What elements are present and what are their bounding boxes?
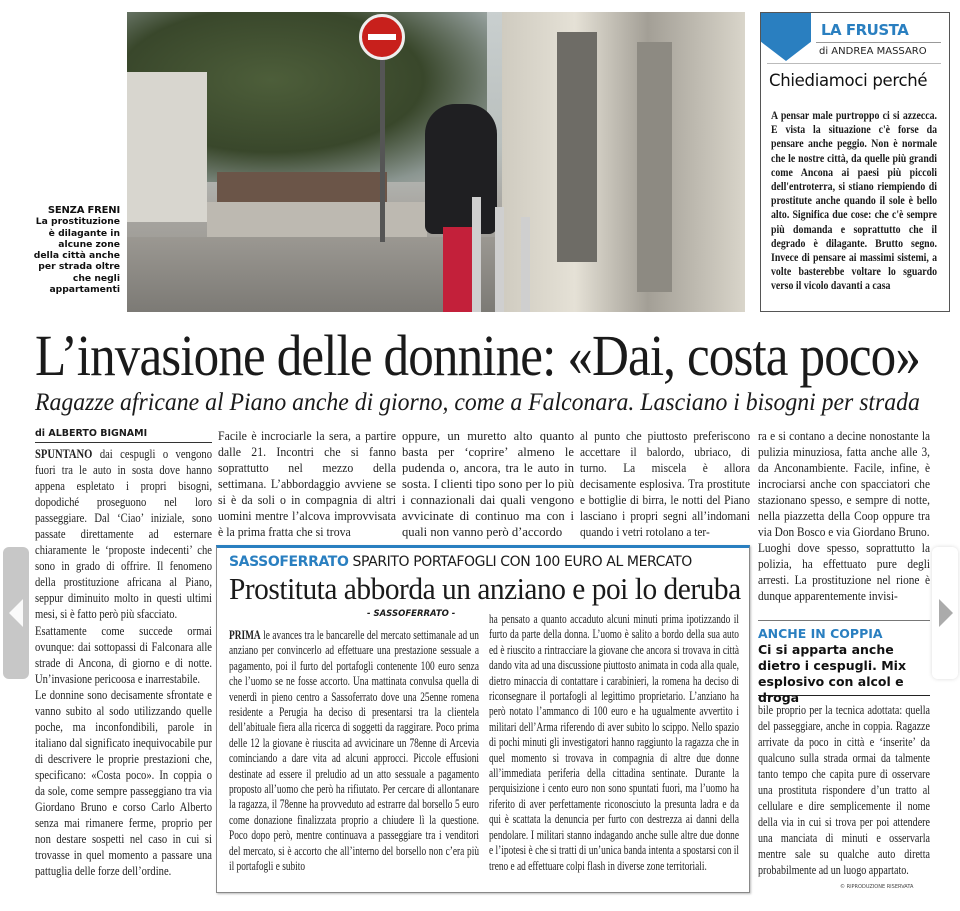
dateline: - SASSOFERRATO - bbox=[367, 609, 456, 619]
article-column-5 bbox=[758, 428, 930, 605]
divider bbox=[758, 620, 930, 621]
opinion-sidebar bbox=[760, 12, 950, 312]
next-page-button[interactable] bbox=[932, 547, 958, 679]
pullquote-text: Ci si apparta anche dietro i cespugli. Mix esplosivo con alcol e droga bbox=[758, 642, 907, 705]
column-author: di ANDREA MASSARO bbox=[819, 46, 927, 57]
copyright: © RIPRODUZIONE RISERVATA bbox=[840, 884, 914, 890]
box-headline: Prostituta abborda un anziano e poi lo deruba bbox=[229, 571, 741, 606]
article-column-5-continued: bile proprio per la tecnica adottata: quella del passeggiare, anche in coppia. Ragazze arrivate da poco in città e ‘inserite’ da qualcuno sulla strada ormai da talmente tanto tempo che capita pure di osservare una prostituta rispondere d’un tratto al cellulare e dire semplicemente il nome della via in cui si trova per poi attendere una manciata di minuti e osservarla mentre sale su qualche auto diretta probabilmente ad un luogo appartato. bbox=[758, 703, 930, 878]
subheadline: Ragazze africane al Piano anche di giorno, come a Falconara. Lasciano i bisogni per strada bbox=[35, 389, 920, 416]
previous-page-button[interactable] bbox=[3, 547, 29, 679]
shop-front bbox=[127, 72, 207, 222]
la-frusta-logo bbox=[761, 13, 811, 61]
column-text: A pensar male purtroppo ci si azzecca. E vista la situazione c'è forse da pensare anche peggio. Non è normale che le nostre città, da quelle più grandi come Ancona ai paesi più piccoli dell'entroterra, si stiano riempiendo di prostitute anche quando il sole è bello alto. Significa due cose: che c'è sempre più domanda e soprattutto che il degrado è dilagante. Brutto segno. Invece di pensare ai massimi sistemi, a volte basterebbe voltare lo sguardo verso il vicolo davanti a casa bbox=[771, 108, 937, 293]
no-entry-sign bbox=[359, 14, 405, 60]
pullquote-kicker: ANCHE IN COPPIA bbox=[758, 626, 883, 641]
paragraph: Le donnine sono decisamente sfrontate e vanno subito al sodo utilizzando quelle poche, ma inconfondibili, parole in italiano dal significato inequivocabile pur di descrivere le proprie prestazioni che, specificano: «Costa poco». In coppia o da sole, come sempre passeggiano tra via Giordano Bruno e corso Carlo Alberto senza mai rimanere ferme, proprio per non destare sospetti nel caso in cui si trovasse in quel momento a passare una pattuglia delle forze dell’ordine. bbox=[35, 687, 212, 879]
planter-wall bbox=[207, 202, 427, 237]
lead-word: SPUNTANO bbox=[35, 447, 93, 461]
bollard bbox=[521, 217, 530, 312]
divider bbox=[758, 695, 930, 696]
woman-figure bbox=[425, 104, 497, 234]
paragraph: Luoghi dove spesso, soprattutto la polizia, ha effettuato pure degli arresti. La prostituzione nel rione è dunque apparentemente invisi- bbox=[758, 541, 930, 604]
sign-pole bbox=[380, 52, 385, 242]
paragraph: Esattamente come succede ormai ovunque: dai sottopassi di Falconara alle strade di Ancona, di giorno e di notte. Un’invasione pericoosa e inarrestabile. bbox=[35, 623, 212, 686]
bollard bbox=[472, 197, 481, 312]
byline: di ALBERTO BIGNAMI bbox=[35, 428, 212, 443]
red-pants bbox=[443, 227, 475, 312]
chevron-left-icon bbox=[9, 599, 23, 627]
door bbox=[637, 42, 672, 292]
paragraph: dai cespugli o vengono fuori tra le auto in sosta dove hanno appena espletato i propri bisogni, dopodiché proseguono nel loro passeggiare. Dal ‘Ciao’ iniziale, sono passate direttamente ad esternare chiaramente le ‘proposte indecenti’ che sono in grado di offrire. Il fenomeno della prostituzione africana al Piano, seppur diminuito molto in questi ultimi mesi, si è fatto però più sfacciato. bbox=[35, 447, 212, 622]
paragraph: ra e si contano a decine nonostante la pulizia minuziosa, fatta anche alle 3, da Anconambiente. Facile, infine, è incrociarsi anche con spacciatori che stazionano spesso, e sempre di notte, nella piazzetta della Coop oppure tra via Don Bosco e via Giordano Bruno. bbox=[758, 429, 930, 540]
chevron-right-icon bbox=[939, 599, 953, 627]
box-column-1 bbox=[229, 628, 479, 875]
kicker-text: SPARITO PORTAFOGLI CON 100 EURO AL MERCATO bbox=[348, 554, 692, 570]
photo-caption bbox=[30, 205, 120, 295]
box-column-2: ha pensato a quanto accaduto alcuni minuti prima ipotizzando il furto da parte della donna. L’uomo è salito a bordo della sua auto ed è riuscito a rintracciare la giovane che ancora si trovava in città dando vita ad una discussione piuttosto animata in coda alla quale, dietro minaccia di contattare i carabinieri, la romena ha deciso di riconsegnare il portafogli al legittimo proprietario. L’anziano ha però notato l’ammanco di 100 euro e ha ugualmente avvertito i militari dell’Arma riferendo di aver subito lo scippo. Nello spazio di pochi minuti gli investigatori hanno raggiunto la ragazza che in quel momento si trovava in compagnia di altre due donne all’immediata periferia della cittadina sentinate. Durante la perquisizione i cento euro non sono spuntati fuori, ma l’uomo ha riferito di aver perfettamente riconosciuto la presunta ladra e da qui è scattata la denuncia per furto con destrezza ai danni della pendolare. I militari stanno indagando anche sulle altre due donne e l’ipotesi è che si tratti di un’unica banda intenta a spostarsi con il treno e ad effettuare colpi flash in diverse zone territoriali. bbox=[489, 612, 739, 873]
kicker-place: SASSOFERRATO bbox=[229, 554, 349, 570]
doorway bbox=[557, 32, 597, 262]
column-brand: LA FRUSTA bbox=[821, 21, 909, 39]
bollard bbox=[495, 207, 504, 312]
paragraph: le avances tra le bancarelle del mercato settimanale ad un anziano per convincerlo ad effettuare una prestazione sessuale a pagamento, poi il furto del portafogli contenente 100 euro senza che l’uomo se ne fosse accorto. Una mattinata convulsa quella di venerdì in pieno centro a Sassoferrato dove una 25enne romena residente a Perugia ha deciso di presentarsi tra la clientela dell’abituale fiera alla ricerca di soggetti da raggirare. Poco prima delle 12 la giovane è riuscita ad avvicinare un 78enne di Arcevia cominciando a dare vita ad alcuni approcci. Piccole effusioni destinate ad essere il preludio ad un atto sessuale a pagamento proposto all’uomo che però ha rifiutato. Per cercare di allontanare la ragazza, il 78enne ha provveduto ad estrarre dal borsello 5 euro come donazione finalizzata proprio a chiudere lì la questione. Poco dopo però, mentre continuava a passeggiare tra i venditori del mercato, si è accorto che all’interno del borsello non c’era più il portafogli e subito bbox=[229, 628, 479, 874]
building bbox=[502, 12, 745, 312]
caption-text: La prostituzione è dilagante in alcune zone della città anche per strada oltre che negli appartamenti bbox=[33, 216, 120, 296]
divider bbox=[816, 42, 941, 43]
caption-kicker: SENZA FRENI bbox=[47, 205, 120, 216]
article-column-4: al punto che piuttosto preferiscono accettare il balordo, ubriaco, di turno. La miscela è allora decisamente esplosiva. Tra prostitute e bottiglie di birra, le notti del Piano lasciano i propri segni all’indomani quando i vetri rotolano a ter- bbox=[580, 429, 750, 540]
article-column-2: Facile è incrociarle la sera, a partire dalle 21. Incontri che si fanno soprattutto nel mezzo della settimana. L’abbordaggio avviene se si è da soli o in compagnia di altri uomini mentre l’alcova improvvisata è la prima fratta che si trova bbox=[218, 429, 396, 540]
article-column-3: oppure, un muretto alto quanto basta per ‘coprire’ almeno le pudenda o, ancora, tra le auto in sosta. I clienti tipo sono per lo più i connazionali dai quali vengono avvicinate di continuo ma con i quali non vanno però d’accordo bbox=[402, 429, 574, 540]
boxed-article bbox=[216, 545, 750, 893]
column-title: Chiediamoci perché bbox=[769, 71, 928, 90]
divider bbox=[767, 63, 941, 64]
main-headline: L’invasione delle donnine: «Dai, costa poco» bbox=[35, 323, 921, 388]
article-column-1 bbox=[35, 446, 212, 879]
box-kicker bbox=[229, 554, 692, 570]
article-photo bbox=[127, 12, 745, 312]
lead-word: PRIMA bbox=[229, 628, 261, 642]
